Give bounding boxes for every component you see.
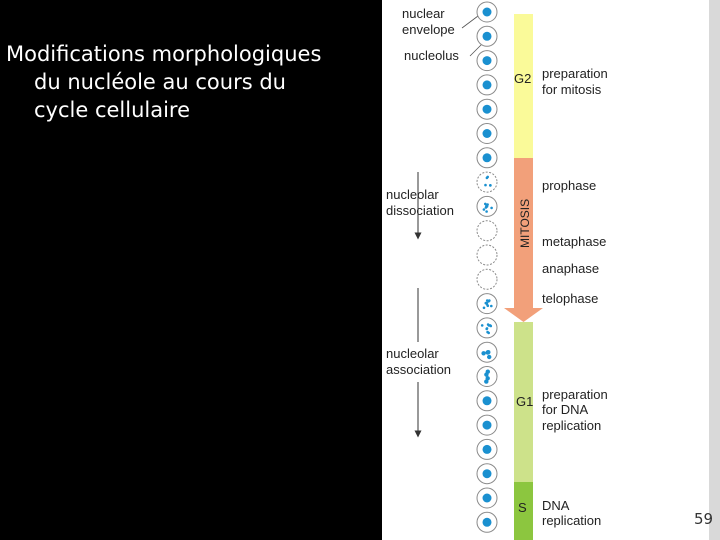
g2-bar-segment	[514, 14, 533, 158]
nucleolus-dot	[483, 56, 492, 65]
cell-nucleus	[477, 99, 497, 119]
dissociation-label-line-2: dissociation	[386, 203, 454, 218]
nucleolar-fragment-dot	[483, 307, 486, 310]
cell-nucleus	[477, 196, 497, 216]
nucleolar-fragment-dot	[485, 350, 489, 354]
nucleolar-fragment-dot	[483, 208, 486, 211]
s-description-line-1: DNA	[542, 498, 570, 513]
cell-mitotic-empty	[477, 245, 497, 265]
nucleolar-fragment-dot	[490, 305, 493, 308]
cell-nucleus	[477, 148, 497, 168]
nucleolus-dot	[483, 494, 492, 503]
nucleolar-fragment-dot	[481, 324, 484, 327]
cell-nucleus	[477, 464, 497, 484]
title-line-1: Modifications morphologiques	[6, 42, 322, 66]
nucleolus-dot	[483, 129, 492, 138]
g2-description-line-1: preparation	[542, 66, 608, 81]
nuclear-envelope-circle	[477, 269, 497, 289]
nucleolar-fragment-dot	[487, 300, 490, 303]
nuclear-envelope-label-line-1: nuclear	[402, 6, 445, 21]
cell-mitotic-empty	[477, 221, 497, 241]
nucleolar-fragment-dot	[486, 331, 489, 334]
nucleolar-fragment-dot	[481, 351, 485, 355]
cell-nucleus	[477, 26, 497, 46]
g1-letter: G1	[516, 394, 534, 409]
nucleolar-fragment-dot	[490, 207, 493, 210]
nucleolus-dot	[483, 32, 492, 41]
cell-nucleus	[477, 367, 497, 387]
title-line-3: cycle cellulaire	[34, 98, 191, 122]
cell-column	[477, 2, 497, 532]
cell-nucleus	[477, 439, 497, 459]
nuclear-envelope-circle	[477, 245, 497, 265]
nucleolus-dot	[483, 396, 492, 405]
g1-description-line-1: preparation	[542, 387, 608, 402]
nucleolar-fragment-dot	[485, 210, 488, 213]
slide-title	[6, 40, 376, 124]
nucleolar-fragment-dot	[484, 184, 487, 187]
nuclear-envelope-circle	[477, 172, 497, 192]
nucleolar-fragment-dot	[486, 176, 489, 179]
cell-nucleus	[477, 391, 497, 411]
nuclear-envelope-leader-line	[462, 16, 478, 28]
cell-nucleus	[477, 294, 497, 314]
nucleolar-fragment-dot	[484, 379, 488, 383]
nucleolus-dot	[483, 8, 492, 17]
nucleolus-dot	[483, 469, 492, 478]
nucleolar-fragment-dot	[488, 324, 491, 327]
association-label-line-2: association	[386, 362, 452, 377]
nucleolus-dot	[483, 445, 492, 454]
association-label-line-1: nucleolar	[386, 346, 439, 361]
cell-nucleus	[477, 415, 497, 435]
cell-cycle-nucleolus-figure	[382, 0, 720, 540]
nucleolar-fragment-dot	[486, 205, 489, 208]
g1-description-line-2: for DNA	[542, 402, 589, 417]
slide-edge	[709, 0, 720, 540]
cell-nucleus	[477, 51, 497, 71]
dissociation-label-line-1: nucleolar	[386, 187, 439, 202]
cell-nucleus	[477, 488, 497, 508]
cell-mitotic-empty	[477, 269, 497, 289]
cell-nucleus	[477, 342, 497, 362]
stage-anaphase: anaphase	[542, 261, 600, 276]
slide-number: 59	[694, 510, 714, 528]
stage-metaphase: metaphase	[542, 234, 607, 249]
cell-nucleus	[477, 124, 497, 144]
nuclear-envelope-circle	[477, 221, 497, 241]
phase-bar	[504, 14, 543, 540]
nucleolar-fragment-dot	[486, 327, 489, 330]
stage-prophase: prophase	[542, 178, 597, 193]
cell-cycle-diagram	[382, 0, 720, 540]
nuclear-envelope-label-line-2: envelope	[402, 22, 455, 37]
cell-nucleus	[477, 172, 497, 192]
s-description-line-2: replication	[542, 513, 602, 528]
cell-nucleus	[477, 512, 497, 532]
g2-letter: G2	[514, 71, 532, 86]
cell-nucleus	[477, 318, 497, 338]
nucleolus-label: nucleolus	[404, 48, 459, 63]
nucleolus-dot	[483, 518, 492, 527]
nucleolus-dot	[483, 80, 492, 89]
nucleolus-dot	[483, 153, 492, 162]
nucleolus-dot	[483, 421, 492, 430]
mitosis-label: MITOSIS	[518, 198, 532, 248]
nucleolus-dot	[483, 105, 492, 114]
cell-nucleus	[477, 2, 497, 22]
g2-description-line-2: for mitosis	[542, 82, 602, 97]
cell-nucleus	[477, 75, 497, 95]
nucleolar-fragment-dot	[484, 203, 487, 206]
title-line-2: du nucléole au cours du	[34, 70, 286, 94]
nucleolar-fragment-dot	[489, 184, 492, 187]
stage-telophase: telophase	[542, 291, 599, 306]
nucleolar-fragment-dot	[486, 370, 490, 374]
nucleolar-fragment-dot	[487, 355, 491, 359]
g1-description-line-3: replication	[542, 418, 602, 433]
s-letter: S	[518, 500, 527, 515]
